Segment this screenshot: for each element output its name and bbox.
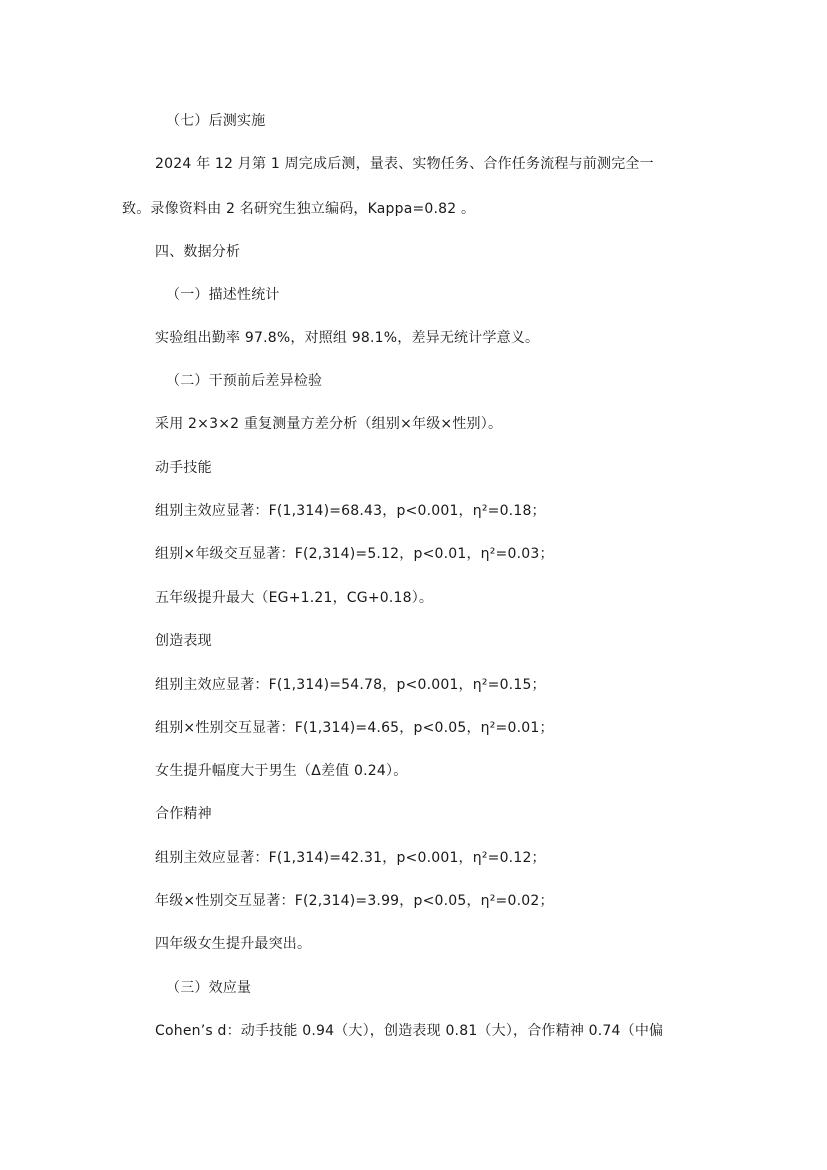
skill-line1: 组别主效应显著：F(1,314)=68.43，p<0.001，η²=0.18； bbox=[155, 503, 546, 519]
section7-heading: （七）后测实施 bbox=[166, 113, 266, 129]
section4-heading: 四、数据分析 bbox=[155, 244, 241, 260]
skill-line2: 组别×年级交互显著：F(2,314)=5.12，p<0.01，η²=0.03； bbox=[155, 546, 554, 562]
skill-heading: 动手技能 bbox=[155, 460, 212, 476]
skill-line3: 五年级提升最大（EG+1.21，CG+0.18）。 bbox=[155, 590, 434, 606]
sub3-paragraph: Cohen’s d：动手技能 0.94（大），创造表现 0.81（大），合作精神 0.74（中偏 bbox=[155, 1023, 664, 1039]
sub1-paragraph: 实验组出勤率 97.8%，对照组 98.1%，差异无统计学意义。 bbox=[155, 330, 540, 346]
coop-line2: 年级×性别交互显著：F(2,314)=3.99，p<0.05，η²=0.02； bbox=[155, 893, 554, 909]
sub3-heading: （三）效应量 bbox=[166, 980, 252, 996]
sub2-heading: （二）干预前后差异检验 bbox=[166, 373, 323, 389]
sub1-heading: （一）描述性统计 bbox=[166, 287, 280, 303]
coop-line1: 组别主效应显著：F(1,314)=42.31，p<0.001，η²=0.12； bbox=[155, 850, 546, 866]
section7-paragraph-line1: 2024 年 12 月第 1 周完成后测，量表、实物任务、合作任务流程与前测完全一 bbox=[155, 156, 654, 172]
creative-line3: 女生提升幅度大于男生（Δ差值 0.24）。 bbox=[155, 763, 408, 779]
coop-heading: 合作精神 bbox=[155, 806, 212, 822]
sub2-paragraph: 采用 2×3×2 重复测量方差分析（组别×年级×性别）。 bbox=[155, 416, 503, 432]
coop-line3: 四年级女生提升最突出。 bbox=[155, 936, 312, 952]
section7-paragraph-line2: 致。录像资料由 2 名研究生独立编码，Kappa=0.82 。 bbox=[122, 201, 476, 217]
creative-line1: 组别主效应显著：F(1,314)=54.78，p<0.001，η²=0.15； bbox=[155, 677, 546, 693]
creative-line2: 组别×性别交互显著：F(1,314)=4.65，p<0.05，η²=0.01； bbox=[155, 720, 554, 736]
creative-heading: 创造表现 bbox=[155, 633, 212, 649]
